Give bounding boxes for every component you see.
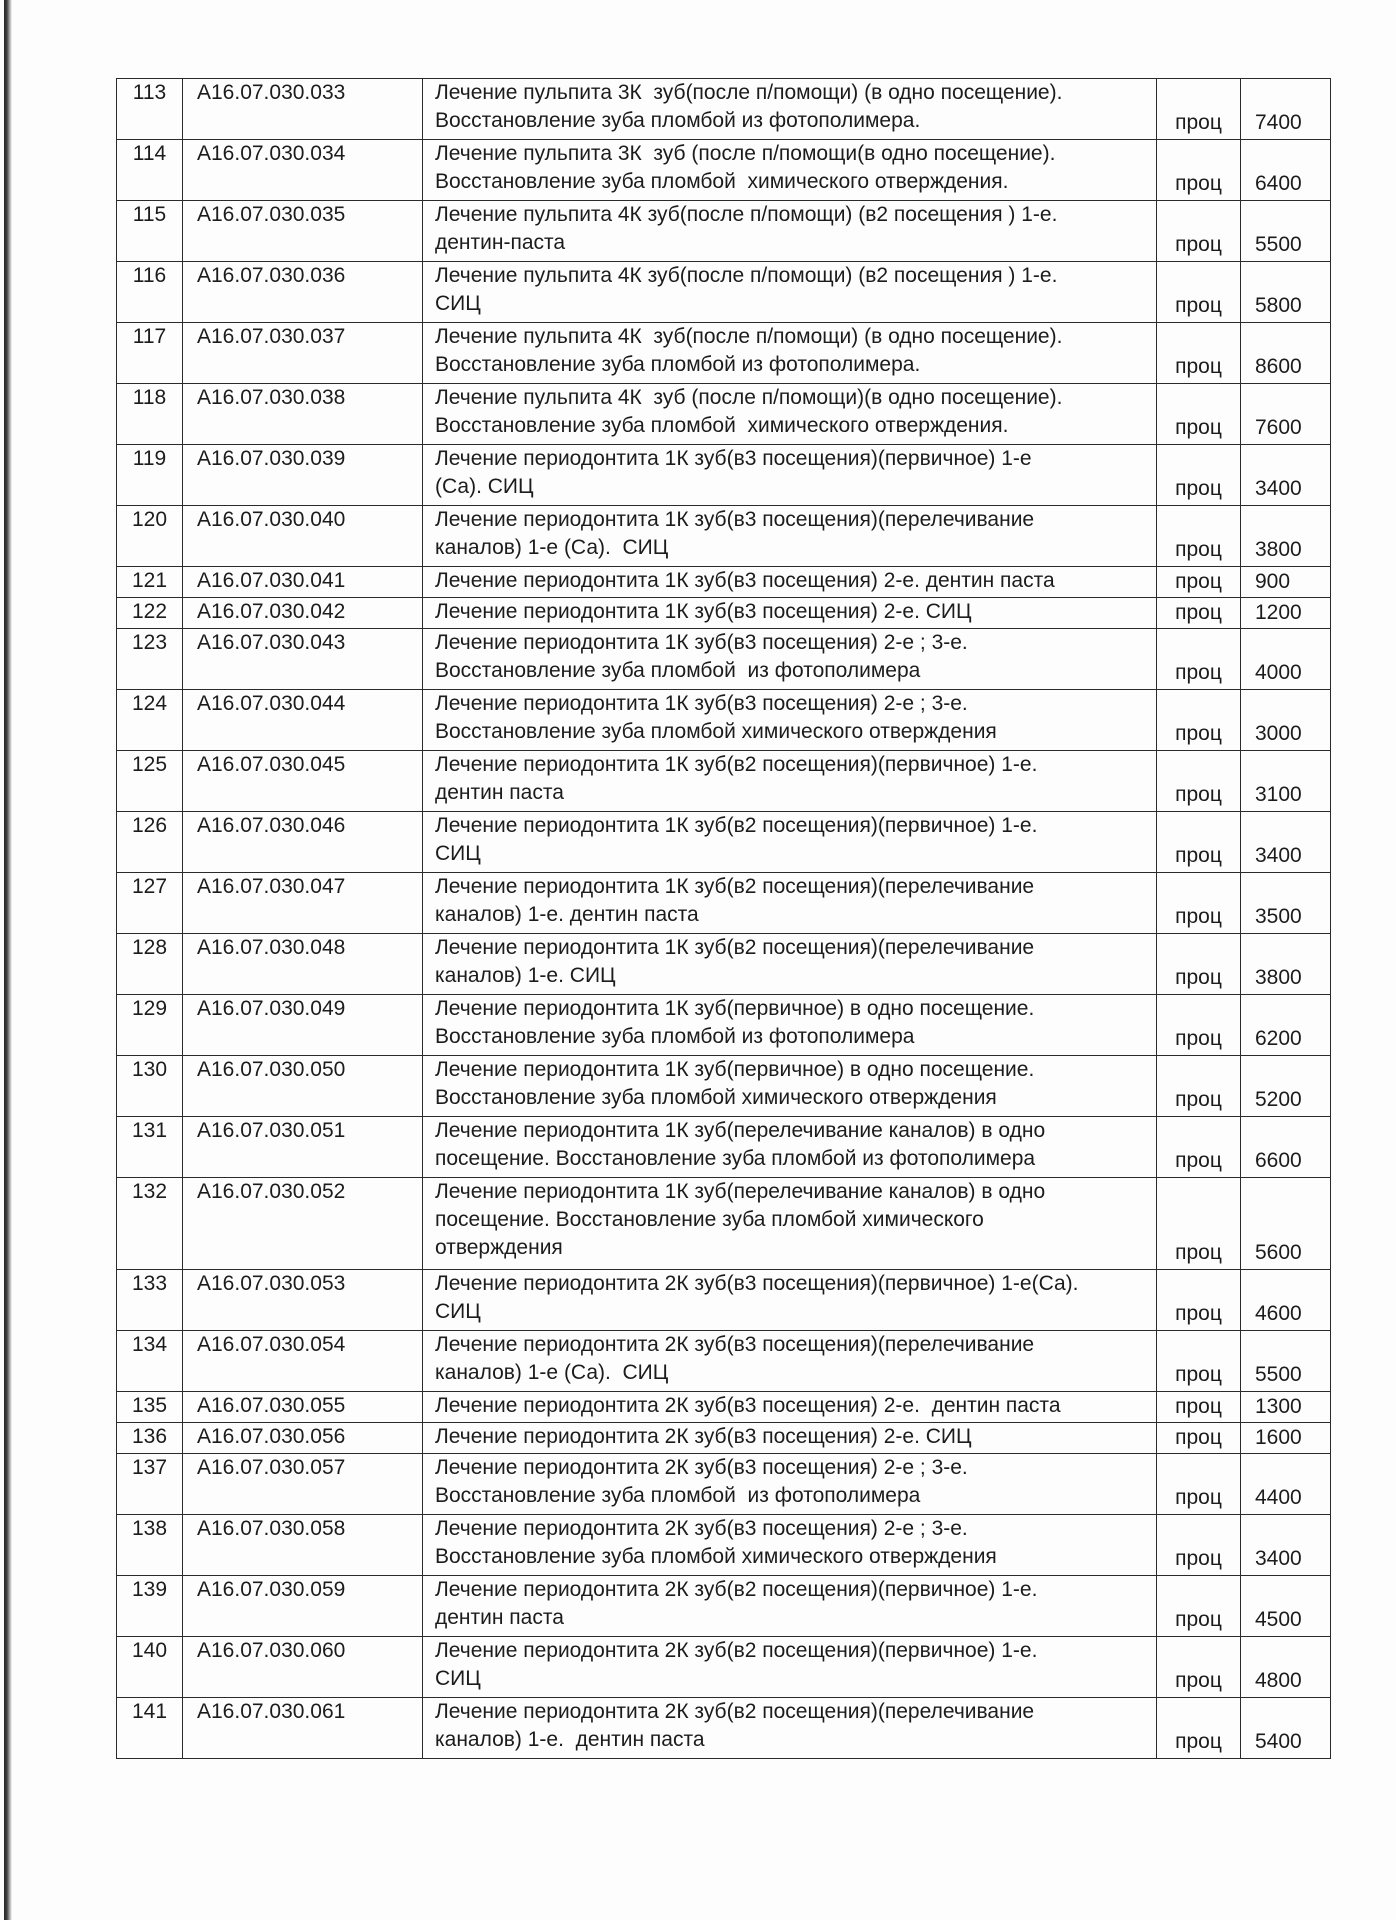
table-row (117, 506, 1331, 567)
service-name (423, 1423, 1157, 1454)
row-number: 132 (117, 1178, 183, 1270)
table-row (117, 812, 1331, 873)
service-name (423, 812, 1157, 873)
service-code: А16.07.030.051 (183, 1117, 423, 1178)
table-row (117, 1392, 1331, 1423)
service-name-text: Лечение периодонтита 1К зуб(первичное) в одно посещение. Восстановление зуба пломбой химического отверждения (435, 1058, 1035, 1109)
service-name-text: Лечение пульпита 4К зуб(после п/помощи) (в2 посещения ) 1-е. СИЦ (435, 264, 1058, 315)
service-price: 3400 (1241, 1515, 1331, 1576)
service-price: 5200 (1241, 1056, 1331, 1117)
service-price: 4600 (1241, 1270, 1331, 1331)
unit-of-measure: проц (1157, 1637, 1241, 1698)
row-number: 133 (117, 1270, 183, 1331)
service-name-text: Лечение периодонтита 1К зуб(в3 посещения) 2-е. СИЦ (435, 600, 972, 623)
service-code: А16.07.030.041 (183, 567, 423, 598)
service-price: 6200 (1241, 995, 1331, 1056)
unit-of-measure: проц (1157, 1270, 1241, 1331)
service-name (423, 1056, 1157, 1117)
unit-of-measure: проц (1157, 1698, 1241, 1759)
row-number: 124 (117, 690, 183, 751)
row-number: 118 (117, 384, 183, 445)
table-row (117, 1270, 1331, 1331)
service-name-text: Лечение периодонтита 1К зуб(в2 посещения)(перелечивание каналов) 1-е. СИЦ (435, 936, 1035, 987)
unit-of-measure: проц (1157, 567, 1241, 598)
service-price: 4800 (1241, 1637, 1331, 1698)
service-name-text: Лечение периодонтита 2К зуб(в3 посещения) 2-е ; 3-е. Восстановление зуба пломбой из фотополимера (435, 1456, 968, 1507)
unit-of-measure: проц (1157, 262, 1241, 323)
service-name (423, 1392, 1157, 1423)
row-number: 139 (117, 1576, 183, 1637)
service-code: А16.07.030.044 (183, 690, 423, 751)
service-name-text: Лечение периодонтита 2К зуб(в3 посещения) 2-е. дентин паста (435, 1394, 1061, 1417)
table-row (117, 1178, 1331, 1270)
table-row (117, 1454, 1331, 1515)
table-row (117, 1423, 1331, 1454)
service-code: А16.07.030.060 (183, 1637, 423, 1698)
service-price: 3000 (1241, 690, 1331, 751)
service-name-text: Лечение периодонтита 1К зуб(первичное) в одно посещение. Восстановление зуба пломбой из фотополимера (435, 997, 1035, 1048)
service-code: А16.07.030.055 (183, 1392, 423, 1423)
service-code: А16.07.030.042 (183, 598, 423, 629)
service-name (423, 1637, 1157, 1698)
service-name-text: Лечение периодонтита 1К зуб(перелечивание каналов) в одно посещение. Восстановление зуба пломбой химического отверждения (435, 1180, 1046, 1259)
price-list-table (116, 78, 1331, 1759)
service-name (423, 140, 1157, 201)
table-row (117, 873, 1331, 934)
service-name (423, 79, 1157, 140)
table-row (117, 323, 1331, 384)
service-code: А16.07.030.034 (183, 140, 423, 201)
service-name (423, 1117, 1157, 1178)
service-name (423, 598, 1157, 629)
service-name-text: Лечение периодонтита 1К зуб(перелечивание каналов) в одно посещение. Восстановление зуба пломбой из фотополимера (435, 1119, 1046, 1170)
row-number: 117 (117, 323, 183, 384)
row-number: 116 (117, 262, 183, 323)
service-name-text: Лечение пульпита 4К зуб(после п/помощи) (в одно посещение). Восстановление зуба пломбой из фотополимера. (435, 325, 1063, 376)
unit-of-measure: проц (1157, 1117, 1241, 1178)
service-code: А16.07.030.049 (183, 995, 423, 1056)
service-code: А16.07.030.039 (183, 445, 423, 506)
table-row (117, 140, 1331, 201)
row-number: 138 (117, 1515, 183, 1576)
service-name (423, 1270, 1157, 1331)
service-name-text: Лечение периодонтита 1К зуб(в3 посещения)(первичное) 1-е (Са). СИЦ (435, 447, 1032, 498)
unit-of-measure: проц (1157, 598, 1241, 629)
service-price: 5500 (1241, 1331, 1331, 1392)
unit-of-measure: проц (1157, 201, 1241, 262)
table-row (117, 995, 1331, 1056)
service-code: А16.07.030.033 (183, 79, 423, 140)
table-row (117, 262, 1331, 323)
row-number: 136 (117, 1423, 183, 1454)
service-price: 4400 (1241, 1454, 1331, 1515)
row-number: 115 (117, 201, 183, 262)
unit-of-measure: проц (1157, 1454, 1241, 1515)
service-name (423, 1454, 1157, 1515)
unit-of-measure: проц (1157, 873, 1241, 934)
service-name-text: Лечение пульпита 4К зуб (после п/помощи)(в одно посещение). Восстановление зуба пломбой химического отверждения. (435, 386, 1063, 437)
price-list-body (117, 79, 1331, 1759)
service-price: 3800 (1241, 934, 1331, 995)
table-row (117, 79, 1331, 140)
service-price: 1200 (1241, 598, 1331, 629)
row-number: 129 (117, 995, 183, 1056)
service-price: 7400 (1241, 79, 1331, 140)
service-name (423, 1178, 1157, 1270)
row-number: 141 (117, 1698, 183, 1759)
row-number: 122 (117, 598, 183, 629)
service-code: А16.07.030.058 (183, 1515, 423, 1576)
service-price: 3500 (1241, 873, 1331, 934)
service-price: 1600 (1241, 1423, 1331, 1454)
table-row (117, 1637, 1331, 1698)
service-price: 6600 (1241, 1117, 1331, 1178)
unit-of-measure: проц (1157, 1515, 1241, 1576)
service-name (423, 1515, 1157, 1576)
service-price: 4500 (1241, 1576, 1331, 1637)
row-number: 127 (117, 873, 183, 934)
table-row (117, 445, 1331, 506)
row-number: 126 (117, 812, 183, 873)
service-name-text: Лечение периодонтита 1К зуб(в2 посещения)(перелечивание каналов) 1-е. дентин паста (435, 875, 1035, 926)
service-price: 5800 (1241, 262, 1331, 323)
unit-of-measure: проц (1157, 506, 1241, 567)
service-name-text: Лечение периодонтита 2К зуб(в3 посещения) 2-е. СИЦ (435, 1425, 972, 1448)
service-price: 7600 (1241, 384, 1331, 445)
service-code: А16.07.030.046 (183, 812, 423, 873)
unit-of-measure: проц (1157, 1178, 1241, 1270)
service-code: А16.07.030.048 (183, 934, 423, 995)
table-row (117, 629, 1331, 690)
service-code: А16.07.030.036 (183, 262, 423, 323)
unit-of-measure: проц (1157, 384, 1241, 445)
service-name (423, 506, 1157, 567)
service-code: А16.07.030.040 (183, 506, 423, 567)
service-price: 3100 (1241, 751, 1331, 812)
table-row (117, 201, 1331, 262)
table-row (117, 1576, 1331, 1637)
service-price: 5400 (1241, 1698, 1331, 1759)
row-number: 137 (117, 1454, 183, 1515)
service-name (423, 995, 1157, 1056)
service-name-text: Лечение периодонтита 2К зуб(в2 посещения)(первичное) 1-е. дентин паста (435, 1578, 1038, 1629)
service-price: 3400 (1241, 812, 1331, 873)
service-name (423, 1576, 1157, 1637)
service-code: А16.07.030.052 (183, 1178, 423, 1270)
service-name-text: Лечение пульпита 3К зуб (после п/помощи(в одно посещение). Восстановление зуба пломбой химического отверждения. (435, 142, 1056, 193)
service-price: 900 (1241, 567, 1331, 598)
unit-of-measure: проц (1157, 1576, 1241, 1637)
service-name-text: Лечение периодонтита 2К зуб(в3 посещения)(первичное) 1-е(Са). СИЦ (435, 1272, 1079, 1323)
table-row (117, 690, 1331, 751)
unit-of-measure: проц (1157, 1392, 1241, 1423)
row-number: 135 (117, 1392, 183, 1423)
service-code: А16.07.030.038 (183, 384, 423, 445)
service-code: А16.07.030.035 (183, 201, 423, 262)
scanned-page-edge (4, 0, 12, 1920)
service-price: 6400 (1241, 140, 1331, 201)
table-row (117, 1117, 1331, 1178)
service-name-text: Лечение периодонтита 1К зуб(в3 посещения) 2-е ; 3-е. Восстановление зуба пломбой из фотополимера (435, 631, 968, 682)
row-number: 123 (117, 629, 183, 690)
service-name (423, 751, 1157, 812)
service-name-text: Лечение периодонтита 1К зуб(в3 посещения)(перелечивание каналов) 1-е (Са). СИЦ (435, 508, 1035, 559)
row-number: 113 (117, 79, 183, 140)
row-number: 120 (117, 506, 183, 567)
service-code: А16.07.030.061 (183, 1698, 423, 1759)
service-name-text: Лечение пульпита 3К зуб(после п/помощи) (в одно посещение). Восстановление зуба пломбой из фотополимера. (435, 81, 1063, 132)
table-row (117, 384, 1331, 445)
row-number: 140 (117, 1637, 183, 1698)
service-name-text: Лечение периодонтита 1К зуб(в2 посещения)(первичное) 1-е. СИЦ (435, 814, 1038, 865)
table-row (117, 1698, 1331, 1759)
service-name-text: Лечение пульпита 4К зуб(после п/помощи) (в2 посещения ) 1-е. дентин-паста (435, 203, 1058, 254)
table-row (117, 934, 1331, 995)
service-name-text: Лечение периодонтита 2К зуб(в2 посещения)(первичное) 1-е. СИЦ (435, 1639, 1038, 1690)
row-number: 119 (117, 445, 183, 506)
unit-of-measure: проц (1157, 934, 1241, 995)
unit-of-measure: проц (1157, 1331, 1241, 1392)
service-code: А16.07.030.059 (183, 1576, 423, 1637)
service-name-text: Лечение периодонтита 1К зуб(в3 посещения) 2-е ; 3-е. Восстановление зуба пломбой химического отверждения (435, 692, 997, 743)
service-name-text: Лечение периодонтита 2К зуб(в3 посещения) 2-е ; 3-е. Восстановление зуба пломбой химического отверждения (435, 1517, 997, 1568)
service-name-text: Лечение периодонтита 2К зуб(в3 посещения)(перелечивание каналов) 1-е (Са). СИЦ (435, 1333, 1035, 1384)
service-code: А16.07.030.050 (183, 1056, 423, 1117)
service-name (423, 445, 1157, 506)
row-number: 131 (117, 1117, 183, 1178)
service-name (423, 629, 1157, 690)
unit-of-measure: проц (1157, 690, 1241, 751)
unit-of-measure: проц (1157, 140, 1241, 201)
service-code: А16.07.030.057 (183, 1454, 423, 1515)
service-code: А16.07.030.053 (183, 1270, 423, 1331)
table-row (117, 1056, 1331, 1117)
service-name (423, 873, 1157, 934)
service-name (423, 262, 1157, 323)
unit-of-measure: проц (1157, 995, 1241, 1056)
service-price: 3800 (1241, 506, 1331, 567)
unit-of-measure: проц (1157, 812, 1241, 873)
service-name (423, 1331, 1157, 1392)
service-price: 5600 (1241, 1178, 1331, 1270)
service-price: 4000 (1241, 629, 1331, 690)
unit-of-measure: проц (1157, 79, 1241, 140)
unit-of-measure: проц (1157, 1056, 1241, 1117)
table-row (117, 598, 1331, 629)
table-row (117, 1515, 1331, 1576)
service-code: А16.07.030.047 (183, 873, 423, 934)
row-number: 121 (117, 567, 183, 598)
row-number: 130 (117, 1056, 183, 1117)
service-code: А16.07.030.043 (183, 629, 423, 690)
row-number: 125 (117, 751, 183, 812)
unit-of-measure: проц (1157, 751, 1241, 812)
table-row (117, 751, 1331, 812)
table-row (117, 1331, 1331, 1392)
service-name (423, 323, 1157, 384)
unit-of-measure: проц (1157, 323, 1241, 384)
unit-of-measure: проц (1157, 629, 1241, 690)
table-row (117, 567, 1331, 598)
row-number: 128 (117, 934, 183, 995)
service-code: А16.07.030.056 (183, 1423, 423, 1454)
service-name (423, 1698, 1157, 1759)
row-number: 134 (117, 1331, 183, 1392)
service-code: А16.07.030.054 (183, 1331, 423, 1392)
service-price: 3400 (1241, 445, 1331, 506)
service-code: А16.07.030.037 (183, 323, 423, 384)
service-price: 8600 (1241, 323, 1331, 384)
unit-of-measure: проц (1157, 1423, 1241, 1454)
service-name (423, 934, 1157, 995)
service-price: 5500 (1241, 201, 1331, 262)
service-code: А16.07.030.045 (183, 751, 423, 812)
row-number: 114 (117, 140, 183, 201)
service-name-text: Лечение периодонтита 2К зуб(в2 посещения)(перелечивание каналов) 1-е. дентин паста (435, 1700, 1035, 1751)
service-name-text: Лечение периодонтита 1К зуб(в3 посещения) 2-е. дентин паста (435, 569, 1055, 592)
service-name-text: Лечение периодонтита 1К зуб(в2 посещения)(первичное) 1-е. дентин паста (435, 753, 1038, 804)
service-name (423, 201, 1157, 262)
service-name (423, 690, 1157, 751)
service-price: 1300 (1241, 1392, 1331, 1423)
unit-of-measure: проц (1157, 445, 1241, 506)
service-name (423, 384, 1157, 445)
service-name (423, 567, 1157, 598)
